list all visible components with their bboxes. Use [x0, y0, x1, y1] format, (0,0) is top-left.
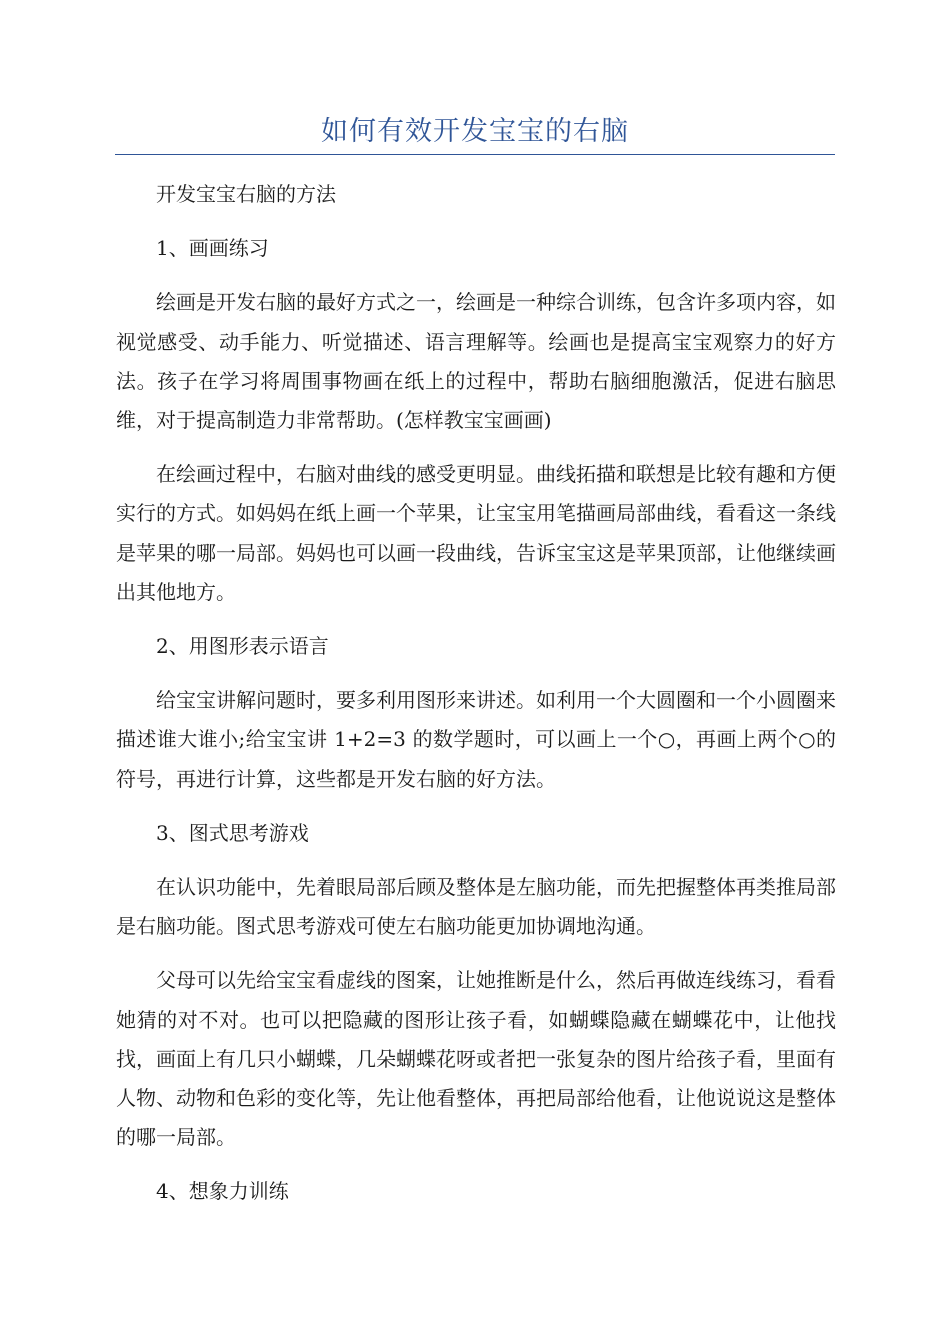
section-heading-graphics: 2、用图形表示语言	[156, 634, 329, 659]
paragraph-graphics: 给宝宝讲解问题时，要多利用图形来讲述。如利用一个大圆圈和一个小圆圈来描述谁大谁小;给宝宝讲 1+2=3 的数学题时，可以画上一个○，再画上两个○的符号，再进行计算，这些都是开发右脑的好方法。	[116, 688, 836, 791]
paragraph-pattern-games-examples: 父母可以先给宝宝看虚线的图案，让她推断是什么，然后再做连线练习，看看她猜的对不对。也可以把隐藏的图形让孩子看，如蝴蝶隐藏在蝴蝶花中，让他找找，画面上有几只小蝴蝶，几朵蝴蝶花呀或者把一张复杂的图片给孩子看，里面有人物、动物和色彩的变化等，先让他看整体，再把局部给他看，让他说说这是整体的哪一局部。	[116, 968, 836, 1150]
document-title: 如何有效开发宝宝的右脑	[321, 116, 629, 147]
paragraph-drawing-intro: 绘画是开发右脑的最好方式之一，绘画是一种综合训练，包含许多项内容，如视觉感受、动手能力、听觉描述、语言理解等。绘画也是提高宝宝观察力的好方法。孩子在学习将周围事物画在纸上的过程中，帮助右脑细胞激活，促进右脑思维，对于提高制造力非常帮助。(怎样教宝宝画画)	[116, 290, 836, 433]
section-heading-pattern-games: 3、图式思考游戏	[156, 820, 309, 845]
title-underline	[115, 154, 835, 155]
section-heading-drawing: 1、画画练习	[156, 236, 269, 261]
document-body	[116, 175, 836, 1227]
section-heading-imagination: 4、想象力训练	[156, 1179, 289, 1204]
paragraph-pattern-games-intro: 在认识功能中，先着眼局部后顾及整体是左脑功能，而先把握整体再类推局部是右脑功能。图式思考游戏可使左右脑功能更加协调地沟通。	[116, 875, 836, 939]
paragraph-drawing-curves: 在绘画过程中，右脑对曲线的感受更明显。曲线拓描和联想是比较有趣和方便实行的方式。如妈妈在纸上画一个苹果，让宝宝用笔描画局部曲线，看看这一条线是苹果的哪一局部。妈妈也可以画一段曲线，告诉宝宝这是苹果顶部，让他继续画出其他地方。	[116, 462, 836, 604]
section-heading-methods: 开发宝宝右脑的方法	[156, 182, 336, 206]
